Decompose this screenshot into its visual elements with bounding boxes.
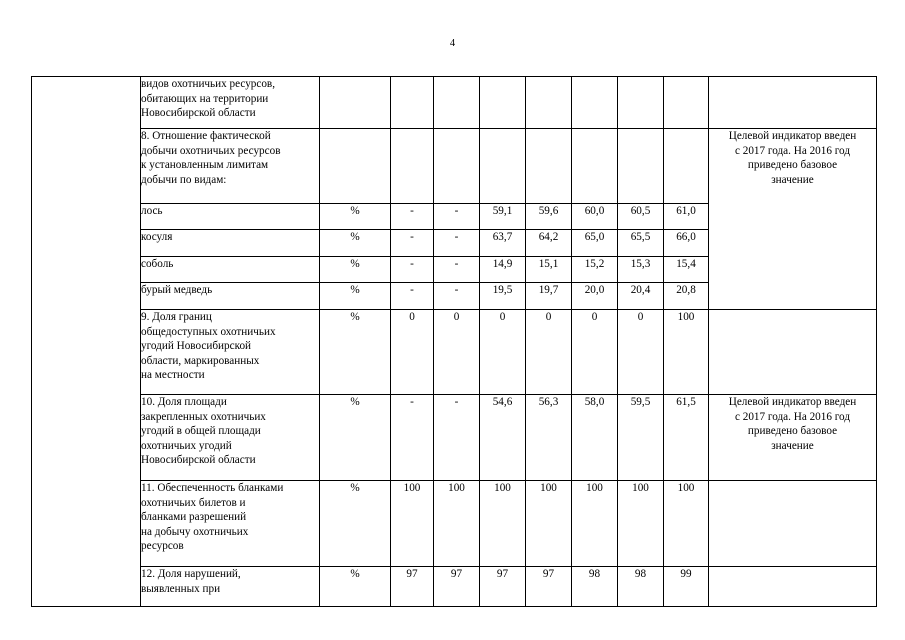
unit-cell <box>320 129 391 204</box>
value-cell: 59,6 <box>526 204 572 230</box>
note-cell <box>709 481 877 567</box>
value-cell <box>480 129 526 204</box>
unit-cell: % <box>320 257 391 283</box>
value-cell <box>618 129 664 204</box>
value-cell: 66,0 <box>664 230 709 257</box>
value-cell: 15,2 <box>572 257 618 283</box>
value-cell: 63,7 <box>480 230 526 257</box>
value-cell <box>480 77 526 129</box>
indicators-table <box>31 76 877 607</box>
value-cell: 19,5 <box>480 283 526 310</box>
value-cell: 0 <box>434 310 480 395</box>
value-cell: - <box>434 204 480 230</box>
value-cell: 0 <box>391 310 434 395</box>
indicator-name-cell: видов охотничьих ресурсов, обитающих на территории Новосибирской области <box>141 77 320 129</box>
value-cell: 100 <box>480 481 526 567</box>
note-cell <box>709 310 877 395</box>
value-cell: - <box>391 257 434 283</box>
value-cell: 64,2 <box>526 230 572 257</box>
indicator-name-cell: 11. Обеспеченность бланками охотничьих билетов и бланками разрешений на добычу охотничьих ресурсов <box>141 481 320 567</box>
note-cell: Целевой индикатор введен с 2017 года. На 2016 год приведено базовое значение <box>709 395 877 481</box>
value-cell <box>526 77 572 129</box>
table-row <box>32 77 877 129</box>
value-cell <box>391 77 434 129</box>
unit-cell: % <box>320 567 391 607</box>
value-cell: 61,5 <box>664 395 709 481</box>
value-cell: 20,0 <box>572 283 618 310</box>
value-cell: 100 <box>434 481 480 567</box>
value-cell: 100 <box>618 481 664 567</box>
value-cell: 100 <box>526 481 572 567</box>
value-cell: 99 <box>664 567 709 607</box>
value-cell: - <box>391 283 434 310</box>
value-cell: 98 <box>618 567 664 607</box>
value-cell: 15,3 <box>618 257 664 283</box>
value-cell: 0 <box>618 310 664 395</box>
value-cell <box>618 77 664 129</box>
value-cell <box>526 129 572 204</box>
value-cell: - <box>391 204 434 230</box>
indicator-name-cell: косуля <box>141 230 320 257</box>
unit-cell: % <box>320 283 391 310</box>
value-cell: 65,5 <box>618 230 664 257</box>
unit-cell: % <box>320 204 391 230</box>
value-cell: 20,8 <box>664 283 709 310</box>
value-cell: 15,1 <box>526 257 572 283</box>
value-cell <box>434 129 480 204</box>
unit-cell: % <box>320 481 391 567</box>
value-cell: 20,4 <box>618 283 664 310</box>
section-cell <box>32 77 141 607</box>
value-cell <box>572 77 618 129</box>
value-cell: 65,0 <box>572 230 618 257</box>
table-row <box>32 310 877 395</box>
value-cell: 59,1 <box>480 204 526 230</box>
indicator-name-cell: 9. Доля границ общедоступных охотничьих угодий Новосибирской области, маркированных на местности <box>141 310 320 395</box>
value-cell: - <box>434 283 480 310</box>
indicator-name-cell: бурый медведь <box>141 283 320 310</box>
value-cell: 97 <box>526 567 572 607</box>
value-cell: - <box>391 395 434 481</box>
value-cell: 0 <box>572 310 618 395</box>
table-row <box>32 481 877 567</box>
value-cell: 14,9 <box>480 257 526 283</box>
unit-cell: % <box>320 310 391 395</box>
value-cell: - <box>391 230 434 257</box>
value-cell <box>391 129 434 204</box>
value-cell: 97 <box>391 567 434 607</box>
table-row <box>32 129 877 204</box>
note-cell: Целевой индикатор введен с 2017 года. На 2016 год приведено базовое значение <box>709 129 877 310</box>
note-cell <box>709 77 877 129</box>
value-cell: 15,4 <box>664 257 709 283</box>
value-cell <box>434 77 480 129</box>
table-row <box>32 395 877 481</box>
note-cell <box>709 567 877 607</box>
value-cell <box>664 129 709 204</box>
indicator-name-cell: 10. Доля площади закрепленных охотничьих угодий в общей площади охотничьих угодий Новосибирской области <box>141 395 320 481</box>
value-cell: 100 <box>664 481 709 567</box>
value-cell: 100 <box>391 481 434 567</box>
value-cell: 60,0 <box>572 204 618 230</box>
value-cell: 54,6 <box>480 395 526 481</box>
indicator-name-cell: соболь <box>141 257 320 283</box>
indicator-name-cell: лось <box>141 204 320 230</box>
value-cell: - <box>434 395 480 481</box>
value-cell: 0 <box>526 310 572 395</box>
value-cell: - <box>434 257 480 283</box>
unit-cell <box>320 77 391 129</box>
value-cell: 97 <box>434 567 480 607</box>
value-cell: 60,5 <box>618 204 664 230</box>
value-cell <box>572 129 618 204</box>
unit-cell: % <box>320 395 391 481</box>
value-cell: 61,0 <box>664 204 709 230</box>
value-cell: - <box>434 230 480 257</box>
value-cell: 0 <box>480 310 526 395</box>
page-number: 4 <box>449 38 456 49</box>
value-cell: 19,7 <box>526 283 572 310</box>
value-cell: 98 <box>572 567 618 607</box>
value-cell: 100 <box>572 481 618 567</box>
value-cell <box>664 77 709 129</box>
value-cell: 59,5 <box>618 395 664 481</box>
value-cell: 97 <box>480 567 526 607</box>
value-cell: 100 <box>664 310 709 395</box>
indicator-name-cell: 12. Доля нарушений, выявленных при <box>141 567 320 607</box>
value-cell: 58,0 <box>572 395 618 481</box>
unit-cell: % <box>320 230 391 257</box>
table-row <box>32 567 877 607</box>
indicator-name-cell: 8. Отношение фактической добычи охотничьих ресурсов к установленным лимитам добычи по видам: <box>141 129 320 204</box>
value-cell: 56,3 <box>526 395 572 481</box>
